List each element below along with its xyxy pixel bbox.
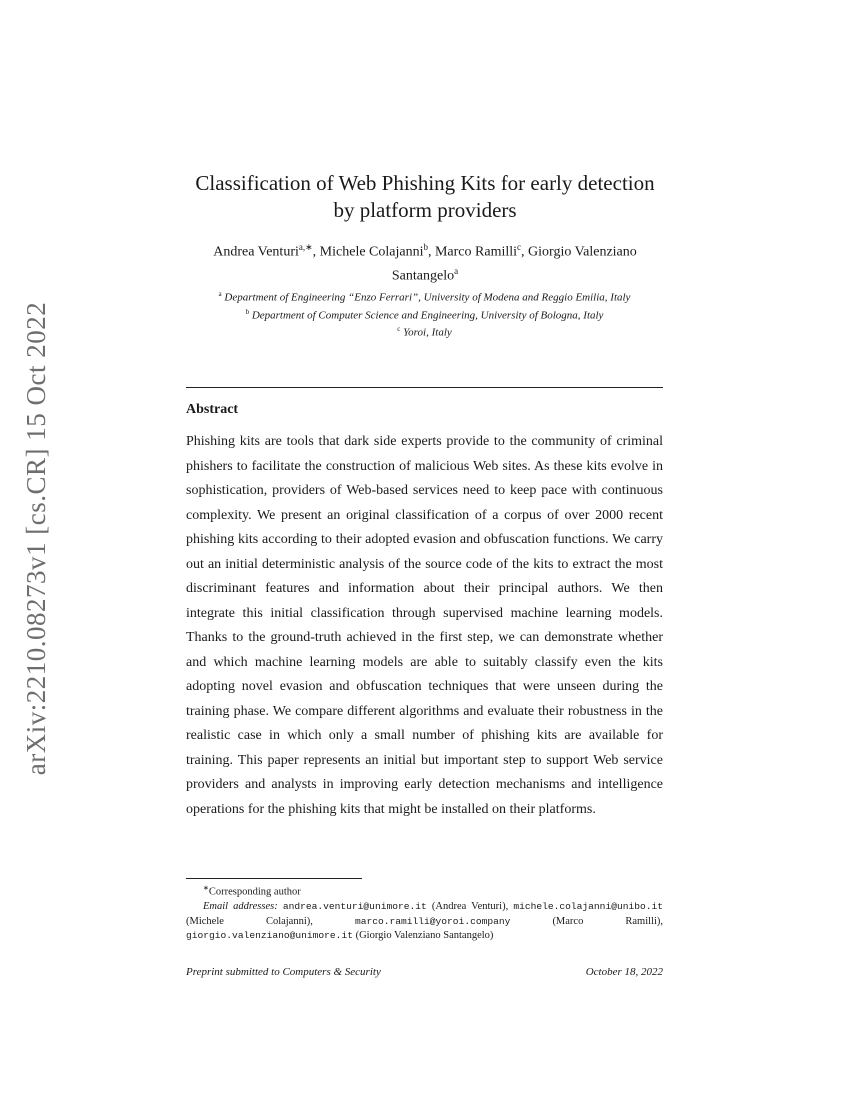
affiliation-mark: b: [245, 307, 250, 316]
arxiv-sidebar: [12, 298, 62, 778]
arxiv-identifier: arXiv:2210.08273v1 [cs.CR] 15 Oct 2022: [21, 301, 52, 775]
email-link[interactable]: marco.ramilli@yoroi.company: [354, 915, 511, 927]
title-line-2: by platform providers: [333, 198, 517, 222]
email-link[interactable]: giorgio.valenziano@unimore.it: [186, 930, 353, 941]
affiliation-text: Yoroi, Italy: [403, 326, 452, 339]
corresponding-label: Corresponding author: [208, 886, 301, 898]
email-owner: (Marco Ramilli): [552, 915, 661, 927]
affiliation-mark: a: [218, 290, 222, 298]
affiliations: [186, 287, 663, 340]
author-affil-mark: b: [423, 242, 428, 252]
corresponding-author-note: [186, 881, 663, 900]
footnote-rule: [186, 878, 362, 879]
abstract-top-rule: [186, 387, 663, 388]
email-link[interactable]: andrea.venturi@unimore.it: [282, 901, 427, 912]
email-link[interactable]: michele.colajanni@unibo.it: [513, 901, 664, 912]
author-name: Giorgio Valenziano Santangelo: [391, 244, 637, 284]
preprint-note: Preprint submitted to Computers & Security: [186, 966, 381, 978]
abstract-text: Phishing kits are tools that dark side experts provide to the community of criminal phishers to facilitate the construction of malicious Web sites. As these kits evolve in sophistication, providers of Web-based services need to keep pace with continuous complexity. We present an original classification of a corpus of over 2000 recent phishing kits according to their adopted evasion and obfuscation functions. We carry out an initial deterministic analysis of the source code of the kits to extract the most discriminant features and information about their principal authors. We then integrate this initial classification through supervised machine learning models. Thanks to the ground-truth achieved in the first step, we can demonstrate whether and which machine learning models are able to suitably classify even the kits adopting novel evasion and obfuscation techniques that were unseen during the training phase. We compare different algorithms and evaluate their robustness in the realistic case in which only a small number of phishing kits are available for training. This paper represents an initial but important step to support Web service providers and analysts in improving early detection mechanisms and intelligence operations for the phishing kits that might be installed on their platforms.: [186, 434, 663, 817]
author-affil-mark: a,∗: [298, 242, 313, 252]
author-name: Marco Ramilli: [434, 244, 518, 260]
corresponding-mark: ∗: [203, 884, 209, 892]
author-affil-mark: c: [517, 242, 522, 252]
author-affil-mark: a: [454, 265, 459, 276]
author-name: Michele Colajanni: [319, 244, 424, 260]
footnote: [186, 881, 663, 944]
author-name: Andrea Venturi: [213, 244, 299, 260]
affiliation: [186, 322, 663, 340]
affiliation: [186, 305, 663, 323]
abstract-heading: Abstract: [186, 402, 239, 417]
email-owner: (Giorgio Valenziano Santangelo): [355, 930, 494, 941]
email-owner: (Michele Colajanni): [186, 915, 311, 927]
paper-title: [150, 170, 700, 224]
title-line-1: Classification of Web Phishing Kits for early detection: [195, 171, 655, 195]
email-owner: (Andrea Venturi): [431, 901, 506, 912]
author-list: Andrea Venturi$^{a,∗}$, Michele Colajanni$^b$, Marco Ramilli$^c$, Giorgio Valenziano Santangelo$^a$: [213, 242, 637, 284]
email-label: Email addresses:: [203, 901, 278, 912]
email-list: Email addresses: andrea.venturi@unimore.it (Andrea Venturi), michele.colajanni@unibo.it (Michele Colajanni), marco.ramilli@yoroi.company (Marco Ramilli), giorgio.valenziano@unimore.it (Giorgio Valenziano Santangelo): [186, 901, 664, 941]
preprint-date: October 18, 2022: [585, 966, 663, 978]
affiliation-text: Department of Computer Science and Engineering, University of Bologna, Italy: [251, 309, 604, 322]
affiliation-mark: c: [397, 325, 401, 334]
affiliation: [186, 287, 663, 305]
affiliation-text: Department of Engineering “Enzo Ferrari”, University of Modena and Reggio Emilia, Italy: [224, 291, 631, 304]
